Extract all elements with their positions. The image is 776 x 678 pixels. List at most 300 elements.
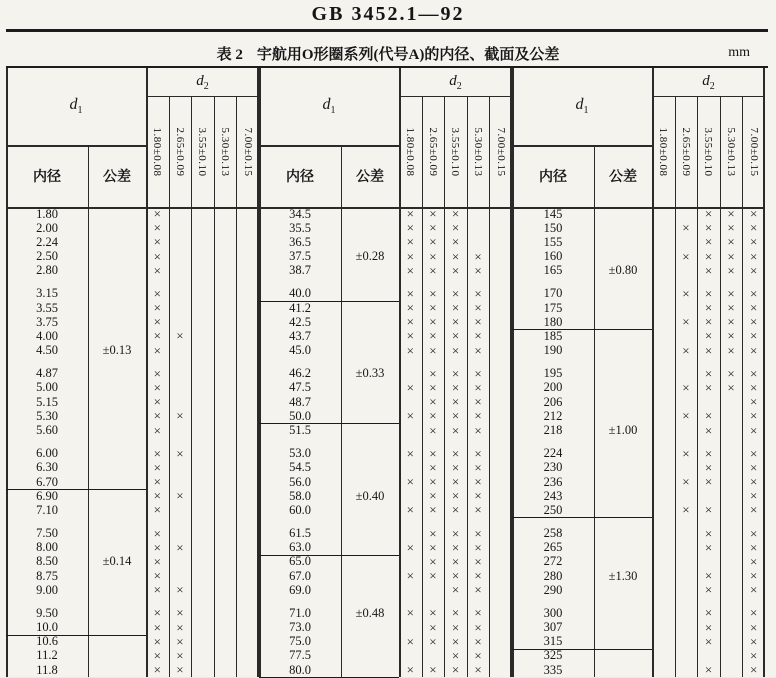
tolerance-value: [341, 301, 399, 315]
cross-mark-cell: [675, 395, 698, 409]
cross-mark-cell: [652, 475, 675, 489]
d2-section-label: 5.30±0.13: [472, 126, 485, 177]
cross-mark-cell: [214, 583, 237, 597]
inner-diameter-value: 150: [543, 220, 563, 235]
cross-mark-cell: [399, 620, 422, 634]
cross-mark-cell: [236, 620, 259, 634]
inner-diameter-value: 37.5: [289, 249, 311, 264]
cross-mark-cell: ×: [750, 379, 758, 395]
cross-mark-cell: ×: [153, 422, 161, 438]
cross-mark-cell: [652, 381, 675, 395]
cross-mark-cell: [720, 423, 743, 437]
table-row: [6, 287, 259, 301]
cross-mark-cell: ×: [682, 314, 690, 330]
cross-mark-cell: [675, 635, 698, 649]
inner-diameter-value: 170: [543, 286, 563, 301]
inner-diameter-value: 145: [543, 206, 563, 221]
tolerance-header: 公差: [103, 170, 131, 185]
cross-mark-cell: [675, 329, 698, 343]
cross-mark-cell: ×: [474, 365, 482, 381]
cross-mark-cell: [191, 250, 214, 264]
inner-diameter-value: 2.24: [36, 234, 58, 249]
cross-mark-cell: [489, 475, 512, 489]
table-row: [512, 235, 765, 249]
cross-mark-cell: [236, 461, 259, 475]
cross-mark-cell: [489, 409, 512, 423]
cross-mark-cell: ×: [406, 605, 414, 621]
cross-mark-cell: [191, 526, 214, 540]
cross-mark-cell: [214, 635, 237, 649]
cross-mark-cell: ×: [750, 394, 758, 410]
cross-mark-cell: ×: [429, 206, 437, 222]
cross-mark-cell: ×: [451, 314, 460, 330]
cross-mark-cell: ×: [429, 445, 437, 461]
cross-mark-cell: [422, 583, 445, 597]
cross-mark-cell: ×: [750, 422, 758, 438]
cross-mark-cell: ×: [451, 633, 460, 649]
cross-mark-cell: [652, 606, 675, 620]
tolerance-value: [594, 315, 652, 330]
cross-mark-cell: [169, 423, 192, 437]
group-body: [6, 207, 259, 677]
cross-mark-cell: [489, 315, 512, 329]
inner-diameter-value: 51.5: [289, 423, 311, 437]
cross-mark-cell: [652, 461, 675, 475]
table-row: [512, 287, 765, 301]
cross-mark-cell: ×: [153, 285, 161, 301]
cross-mark-cell: [214, 264, 237, 278]
cross-mark-cell: [489, 344, 512, 358]
table-row: [6, 250, 259, 264]
inner-diameter-header: 内径: [33, 170, 61, 185]
cross-mark-cell: ×: [153, 474, 161, 490]
cross-mark-cell: ×: [451, 647, 460, 663]
cross-mark-cell: ×: [750, 647, 758, 663]
table-group: [6, 68, 259, 677]
d1-header: [6, 68, 146, 145]
cross-mark-cell: [399, 395, 422, 409]
cross-mark-cell: [489, 583, 512, 597]
inner-diameter-value: 35.5: [289, 220, 311, 235]
cross-mark-cell: [236, 207, 259, 221]
cross-mark-cell: [169, 475, 192, 489]
table-row: [259, 569, 512, 583]
cross-mark-cell: [720, 649, 743, 663]
cross-mark-cell: [191, 606, 214, 620]
inner-diameter-value: 46.2: [289, 366, 311, 381]
cross-mark-cell: ×: [451, 220, 460, 236]
cross-mark-cell: ×: [750, 300, 758, 316]
tolerance-value: [88, 315, 146, 329]
cross-mark-cell: ×: [474, 248, 482, 264]
table-row: [259, 344, 512, 358]
cross-mark-cell: [191, 663, 214, 677]
cross-mark-cell: ×: [750, 445, 758, 461]
cross-mark-cell: [720, 583, 743, 597]
d1-symbol: $d_1$: [575, 96, 589, 117]
table-label: 表 2: [216, 47, 243, 63]
cross-mark-cell: ×: [153, 314, 161, 330]
inner-diameter-value: 9.50: [36, 605, 58, 620]
cross-mark-cell: ×: [451, 206, 460, 222]
cross-mark-cell: [236, 315, 259, 329]
inner-diameter-value: 5.30: [36, 408, 58, 423]
cross-mark-cell: [191, 315, 214, 329]
d2-section-label-cell: [399, 96, 422, 207]
table-row: [512, 649, 765, 663]
inner-diameter-value: 8.75: [36, 568, 58, 583]
inner-diameter-value: 10.0: [6, 620, 88, 635]
cross-mark-cell: ×: [451, 488, 460, 504]
tolerance-value: [594, 381, 652, 395]
cross-mark-cell: ×: [451, 285, 460, 301]
cross-mark-cell: [399, 555, 422, 569]
cross-mark-cell: [652, 635, 675, 649]
cross-mark-cell: ×: [153, 394, 161, 410]
cross-mark-cell: ×: [429, 300, 437, 316]
inner-diameter-value: 77.5: [289, 648, 311, 663]
cross-mark-cell: ×: [474, 328, 482, 344]
d2-section-label: 1.80±0.08: [151, 126, 164, 177]
cross-mark-cell: [489, 301, 512, 315]
table-row: [512, 329, 765, 343]
cross-mark-cell: ×: [727, 262, 735, 278]
d2-section-label-cell: [444, 96, 467, 207]
cross-mark-cell: [236, 221, 259, 235]
cross-mark-cell: [720, 489, 743, 503]
cross-mark-cell: [675, 649, 698, 663]
table-row: [259, 649, 512, 663]
tolerance-value: [594, 235, 652, 249]
tolerance-value: [341, 583, 399, 597]
table-row: [6, 541, 259, 555]
table-row: [6, 423, 259, 437]
cross-mark-cell: [191, 329, 214, 343]
inner-diameter-value: 307: [543, 620, 563, 635]
table-row: [259, 526, 512, 540]
table-row: [6, 264, 259, 278]
cross-mark-cell: ×: [750, 474, 758, 490]
table-group: [259, 68, 512, 677]
group-body: [259, 207, 512, 677]
cross-mark-cell: [214, 207, 237, 221]
d1-header: [259, 68, 399, 145]
cross-mark-cell: ×: [153, 605, 161, 621]
cross-mark-cell: [169, 207, 192, 221]
cross-mark-cell: [720, 409, 743, 423]
cross-mark-cell: ×: [704, 633, 713, 649]
table-row: [259, 583, 512, 597]
cross-mark-cell: ×: [176, 662, 184, 678]
cross-mark-cell: ×: [176, 488, 184, 504]
inner-diameter-value: 258: [543, 526, 563, 541]
table-row: [259, 329, 512, 343]
cross-mark-cell: ×: [429, 502, 437, 518]
cross-mark-cell: [652, 489, 675, 503]
cross-mark-cell: [489, 663, 512, 677]
tolerance-value: [594, 395, 652, 409]
table-title: 宇航用O形圈系列(代号A)的内径、截面及公差: [256, 47, 560, 63]
cross-mark-cell: [399, 583, 422, 597]
inner-diameter-value: 280: [543, 568, 563, 583]
cross-mark-cell: [191, 635, 214, 649]
table-row: [6, 395, 259, 409]
cross-mark-cell: [720, 461, 743, 475]
d2-section-label: 5.30±0.13: [725, 126, 738, 177]
tolerance-value: [88, 475, 146, 490]
tolerance-value: [341, 315, 399, 329]
inner-diameter-value: 7.50: [36, 526, 58, 541]
cross-mark-cell: [399, 423, 422, 437]
cross-mark-cell: ×: [474, 502, 482, 518]
cross-mark-cell: ×: [451, 582, 460, 598]
cross-mark-cell: ×: [451, 234, 460, 250]
table-row: [259, 207, 512, 221]
cross-mark-cell: ×: [704, 300, 713, 316]
table-row: [6, 221, 259, 235]
tolerance-value: [594, 475, 652, 489]
inner-diameter-value: 4.50: [36, 343, 58, 358]
inner-diameter-value: 41.2: [289, 300, 311, 315]
cross-mark-cell: [489, 329, 512, 343]
cross-mark-cell: ×: [727, 314, 735, 330]
cross-mark-cell: [467, 221, 490, 235]
cross-mark-cell: [652, 526, 675, 540]
tolerance-value: [88, 381, 146, 395]
cross-mark-cell: ×: [176, 605, 184, 621]
cross-mark-cell: [191, 264, 214, 278]
cross-mark-cell: [675, 235, 698, 249]
cross-mark-cell: [489, 503, 512, 517]
cross-mark-cell: [214, 569, 237, 583]
table-row: [259, 395, 512, 409]
cross-mark-cell: ×: [153, 262, 161, 278]
table-row: [259, 250, 512, 264]
cross-mark-cell: ×: [406, 502, 414, 518]
table-caption: [0, 42, 776, 64]
d2-section-label: 1.80±0.08: [404, 126, 417, 177]
inner-diameter-value: 8.50: [36, 554, 58, 569]
table-row: [6, 461, 259, 475]
cross-mark-cell: [191, 555, 214, 569]
cross-mark-cell: ×: [176, 408, 184, 424]
cross-mark-cell: [191, 541, 214, 555]
cross-mark-cell: [191, 367, 214, 381]
cross-mark-cell: [422, 649, 445, 663]
cross-mark-cell: ×: [750, 662, 758, 678]
cross-mark-cell: ×: [153, 525, 161, 541]
cross-mark-cell: [191, 344, 214, 358]
inner-diameter-value: 230: [543, 460, 563, 475]
cross-mark-cell: ×: [451, 474, 460, 490]
table-row: [6, 620, 259, 634]
cross-mark-cell: [652, 264, 675, 278]
cross-mark-cell: [169, 569, 192, 583]
cross-mark-cell: ×: [451, 379, 460, 395]
d2-section-label-cell: [236, 96, 259, 207]
table-row: [259, 663, 512, 677]
tolerance-value: [88, 620, 146, 635]
cross-mark-cell: [720, 569, 743, 583]
cross-mark-cell: [720, 555, 743, 569]
cross-mark-cell: [489, 569, 512, 583]
table-row: [6, 663, 259, 677]
table-row: [259, 264, 512, 278]
cross-mark-cell: ×: [750, 285, 758, 301]
tolerance-value: [594, 287, 652, 301]
d2-section-label: 7.00±0.15: [494, 126, 507, 177]
cross-mark-cell: [489, 541, 512, 555]
cross-mark-cell: [489, 235, 512, 249]
table-row: [512, 344, 765, 358]
cross-mark-cell: [214, 250, 237, 264]
cross-mark-cell: ×: [176, 328, 184, 344]
cross-mark-cell: [236, 635, 259, 649]
tolerance-value: ±0.14: [102, 554, 132, 569]
cross-mark-cell: ×: [750, 488, 758, 504]
cross-mark-cell: ×: [750, 408, 758, 424]
cross-mark-cell: ×: [474, 394, 482, 410]
cross-mark-cell: [169, 235, 192, 249]
cross-mark-cell: [652, 423, 675, 437]
cross-mark-cell: ×: [429, 394, 437, 410]
inner-diameter-value: 335: [543, 662, 563, 677]
cross-mark-cell: [214, 315, 237, 329]
cross-mark-cell: [214, 475, 237, 489]
table-row: [512, 264, 765, 278]
d1-header: [512, 68, 652, 145]
cross-mark-cell: ×: [750, 525, 758, 541]
cross-mark-cell: ×: [429, 662, 437, 678]
cross-mark-cell: [652, 583, 675, 597]
table-row: [259, 423, 512, 437]
cross-mark-cell: [697, 395, 720, 409]
cross-mark-cell: [489, 381, 512, 395]
cross-mark-cell: ×: [176, 539, 184, 555]
inner-diameter-value: 272: [543, 554, 563, 569]
tolerance-value: [594, 301, 652, 315]
cross-mark-cell: [489, 489, 512, 503]
inner-diameter-value: 58.0: [289, 488, 311, 503]
tolerance-value: [341, 221, 399, 235]
cross-mark-cell: ×: [750, 502, 758, 518]
cross-mark-cell: ×: [406, 206, 414, 222]
table-row: [512, 541, 765, 555]
cross-mark-cell: [214, 555, 237, 569]
table-row: [512, 461, 765, 475]
inner-diameter-value: 3.15: [36, 286, 58, 301]
tolerance-value: [594, 461, 652, 475]
table-row: [512, 663, 765, 677]
tolerance-value: [341, 381, 399, 395]
cross-mark-cell: ×: [451, 365, 460, 381]
cross-mark-cell: ×: [682, 445, 690, 461]
cross-mark-cell: ×: [474, 474, 482, 490]
cross-mark-cell: [214, 395, 237, 409]
cross-mark-cell: ×: [727, 379, 735, 395]
tolerance-value: [594, 503, 652, 518]
tolerance-value: [341, 475, 399, 489]
cross-mark-cell: [214, 526, 237, 540]
cross-mark-cell: ×: [704, 445, 713, 461]
cross-mark-cell: ×: [429, 365, 437, 381]
cross-mark-cell: ×: [429, 422, 437, 438]
cross-mark-cell: ×: [429, 605, 437, 621]
inner-diameter-value: 224: [543, 446, 563, 461]
cross-mark-cell: [191, 649, 214, 663]
inner-diameter-value: 155: [543, 234, 563, 249]
cross-mark-cell: ×: [153, 445, 161, 461]
cross-mark-cell: [720, 620, 743, 634]
d2-section-label: 2.65±0.09: [173, 126, 186, 177]
cross-mark-cell: [169, 250, 192, 264]
d2-section-label: 7.00±0.15: [747, 126, 760, 177]
cross-mark-cell: [652, 367, 675, 381]
cross-mark-cell: [675, 606, 698, 620]
cross-mark-cell: [675, 489, 698, 503]
inner-diameter-value: 5.60: [36, 423, 58, 437]
inner-diameter-value: 80.0: [259, 663, 341, 678]
table-row: [259, 503, 512, 517]
cross-mark-cell: ×: [474, 459, 482, 475]
cross-mark-cell: ×: [406, 662, 414, 678]
cross-mark-cell: ×: [429, 568, 437, 584]
cross-mark-cell: [652, 287, 675, 301]
d2-section-label-cell: [467, 96, 490, 207]
d2-header: [146, 68, 259, 96]
tolerance-value: ±0.28: [355, 249, 385, 264]
cross-mark-cell: ×: [451, 248, 460, 264]
tolerance-header: 公差: [356, 170, 384, 185]
cross-mark-cell: ×: [704, 314, 713, 330]
cross-mark-cell: ×: [474, 445, 482, 461]
tolerance-value: [88, 569, 146, 583]
cross-mark-cell: [720, 663, 743, 677]
cross-mark-cell: ×: [406, 342, 414, 358]
tolerance-value: [88, 250, 146, 264]
cross-mark-cell: [652, 395, 675, 409]
cross-mark-cell: ×: [429, 248, 437, 264]
cross-mark-cell: [652, 329, 675, 343]
tolerance-value: [341, 555, 399, 569]
tolerance-value: [341, 663, 399, 678]
table-row: [512, 555, 765, 569]
cross-mark-cell: [191, 503, 214, 517]
tolerance-value: [594, 447, 652, 461]
cross-mark-cell: [214, 541, 237, 555]
cross-mark-cell: [675, 423, 698, 437]
inner-diameter-value: 6.30: [36, 460, 58, 475]
cross-mark-cell: [675, 555, 698, 569]
cross-mark-cell: [236, 663, 259, 677]
table-row: [6, 489, 259, 503]
table-row: [512, 620, 765, 634]
tolerance-value: [594, 635, 652, 650]
cross-mark-cell: ×: [406, 328, 414, 344]
cross-mark-cell: [720, 503, 743, 517]
d2-section-label: 7.00±0.15: [241, 126, 254, 177]
cross-mark-cell: ×: [406, 248, 414, 264]
d2-section-label: 3.55±0.10: [196, 126, 209, 177]
table-row: [6, 649, 259, 663]
inner-diameter-value: 8.00: [36, 540, 58, 555]
cross-mark-cell: [169, 315, 192, 329]
cross-mark-cell: ×: [429, 314, 437, 330]
tolerance-value: [88, 526, 146, 540]
cross-mark-cell: ×: [727, 300, 735, 316]
d2-section-label-cell: [720, 96, 743, 207]
table-row: [259, 381, 512, 395]
